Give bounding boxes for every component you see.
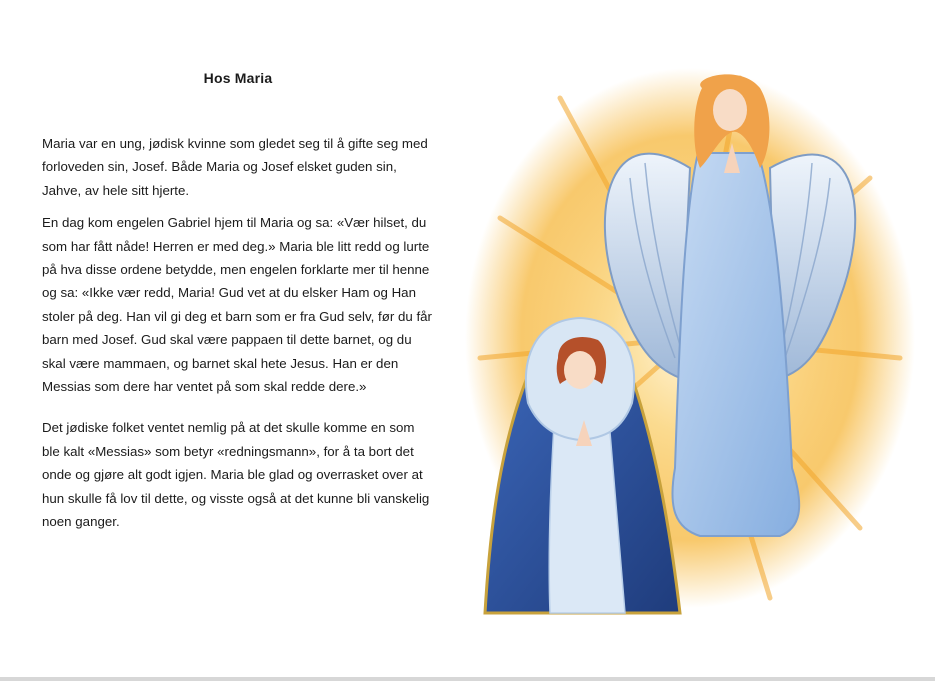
story-paragraph-3: Det jødiske folket ventet nemlig på at det skulle komme en som ble kalt «Messias» som betyr «redningsmann», for å ta bort det onde og gjøre alt godt igjen. Maria ble glad og overrasket over at hun skulle få lov til dette, og visste også at det kunne bli vanskelig noen ganger. <box>42 420 430 530</box>
story-text-column <box>42 70 434 543</box>
story-title: Hos Maria <box>203 70 273 86</box>
angel-and-maria-illustration <box>440 58 920 638</box>
page-bottom-edge <box>0 677 935 681</box>
story-paragraph-2: En dag kom engelen Gabriel hjem til Maria og sa: «Vær hilset, du som har fått nåde! Herren er med deg.» Maria ble litt redd og lurte på hva disse ordene betydde, men engelen forklarte mer til henne og sa: «Ikke vær redd, Maria! Gud vet at du elsker Ham og Han stoler på deg. Han vil gi deg et barn som er fra Gud selv, før du får barn med Josef. Gud skal være pappaen til dette barnet, og du skal være mammaen, og barnet skal hete Jesus. Han er den Messias som dere har ventet på som skal redde dere.» <box>42 215 432 395</box>
story-paragraph-1: Maria var en ung, jødisk kvinne som gledet seg til å gifte seg med forloveden sin, Josef. Både Maria og Josef elsket guden sin, Jahve, av hele sitt hjerte. <box>42 136 428 198</box>
